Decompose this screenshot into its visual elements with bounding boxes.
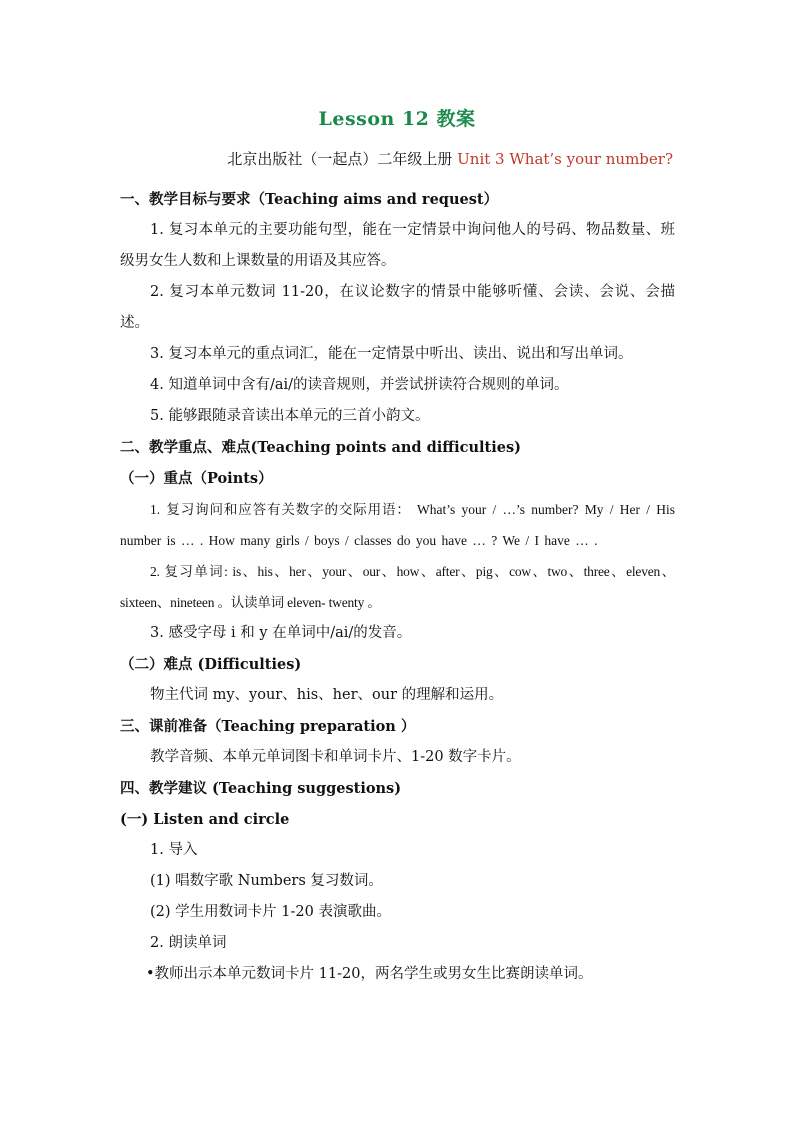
suggestion-line-2: (1) 唱数字歌 Numbers 复习数词。 (150, 873, 383, 889)
section-heading-points: 二、教学重点、难点(Teaching points and difficulties) (120, 439, 522, 456)
point-item-3: 3. 感受字母 i 和 y 在单词中/ai/的发音。 (150, 625, 412, 641)
section-heading-suggestions: 四、教学建议 (Teaching suggestions) (120, 780, 402, 797)
point-item-2: 2. 复习单词: is、his、her、your、our、how、after、pig、cow、two、three、eleven、sixteen、nineteen 。认读单词 eleven- twenty 。 (120, 564, 675, 610)
suggestion-line-1: 1. 导入 (150, 842, 198, 858)
difficulty-text: 物主代词 my、your、his、her、our 的理解和运用。 (150, 687, 504, 703)
aim-item-2: 2. 复习本单元数词 11-20，在议论数字的情景中能够听懂、会读、会说、会描述。 (120, 284, 675, 331)
subheading-listen-circle: (一) Listen and circle (120, 811, 290, 828)
page-title: Lesson 12 教案 (318, 108, 476, 130)
aim-item-5: 5. 能够跟随录音读出本单元的三首小韵文。 (150, 408, 430, 424)
suggestion-line-3: (2) 学生用数词卡片 1-20 表演歌曲。 (150, 904, 391, 920)
subheading-key-points: （一）重点（Points） (120, 470, 273, 487)
suggestion-line-4: 2. 朗读单词 (150, 935, 227, 951)
point-item-1: 1. 复习询问和应答有关数字的交际用语： What’s your / …’s number? My / Her / His number is … . How many girls / boys / classes do you have … ? We / I have … . (120, 502, 675, 548)
aim-item-4: 4. 知道单词中含有/ai/的读音规则，并尝试拼读符合规则的单词。 (150, 377, 569, 393)
subtitle-publisher: 北京出版社（一起点）二年级上册 (227, 150, 458, 168)
section-heading-aims: 一、教学目标与要求（Teaching aims and request） (120, 191, 499, 208)
preparation-text: 教学音频、本单元单词图卡和单词卡片、1-20 数字卡片。 (150, 749, 521, 765)
subtitle-unit: Unit 3 What’s your number? (457, 150, 673, 168)
page-subtitle (227, 148, 673, 169)
document-body (120, 184, 675, 990)
section-heading-preparation: 三、课前准备（Teaching preparation ） (120, 718, 416, 735)
subheading-difficulties: （二）难点 (Difficulties) (120, 656, 302, 673)
suggestion-line-5: •教师出示本单元数词卡片 11-20，两名学生或男女生比赛朗读单词。 (146, 966, 593, 982)
aim-item-1: 1. 复习本单元的主要功能句型，能在一定情景中询问他人的号码、物品数量、班级男女生人数和上课数量的用语及其应答。 (120, 222, 675, 269)
aim-item-3: 3. 复习本单元的重点词汇，能在一定情景中听出、读出、说出和写出单词。 (150, 346, 633, 362)
